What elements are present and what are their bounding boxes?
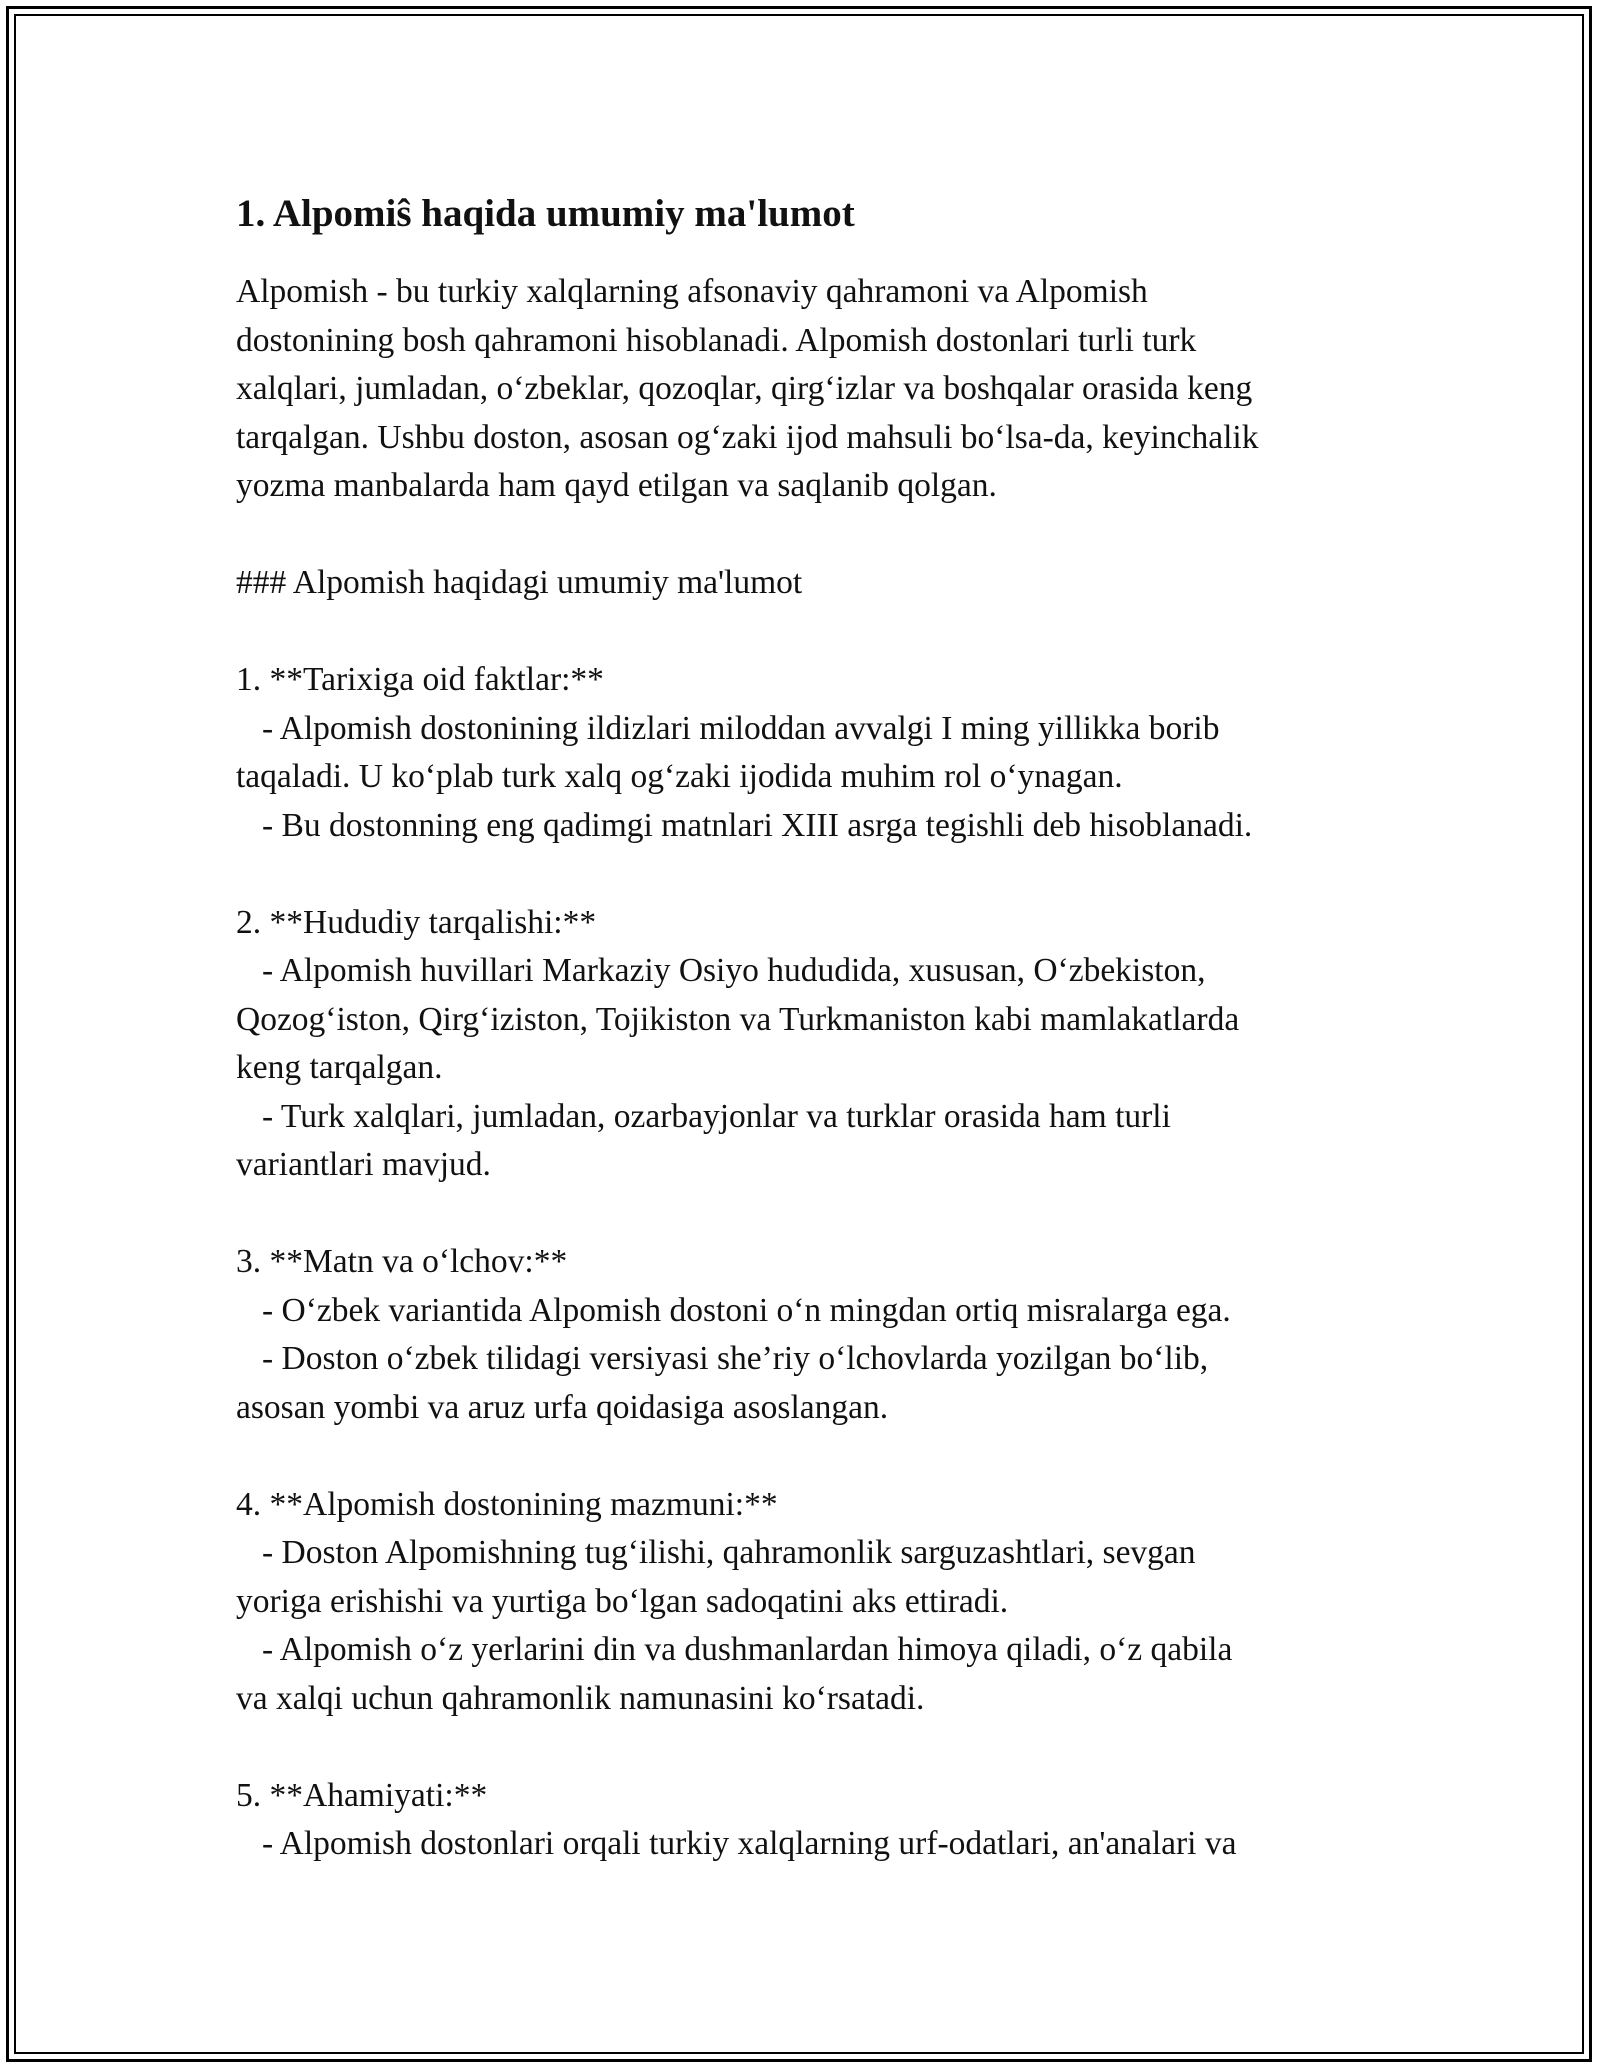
section-line: - Turk xalqlari, jumladan, ozarbayjonlar va turklar orasida ham turli [262,1097,1171,1135]
section-line: keng tarqalgan. [236,1049,443,1086]
section-line: - Alpomish dostonlari orqali turkiy xalqlarning urf-odatlari, an'analari va [262,1825,1237,1862]
section-line: variantlari mavjud. [236,1146,491,1183]
section-heading: 1. **Tarixiga oid faktlar:** [236,661,604,698]
intro-line: tarqalgan. Ushbu doston, asosan ogʻzaki ijod mahsuli boʻlsa-da, keyinchalik [236,418,1259,456]
section-line: va xalqi uchun qahramonlik namunasini koʻrsatadi. [236,1679,925,1717]
spacer [236,608,1386,657]
section-line: - Oʻzbek variantida Alpomish dostoni oʻn mingdan ortiq misralarga ega. [262,1291,1231,1329]
intro-line: yozma manbalarda ham qayd etilgan va saqlanib qolgan. [236,467,997,504]
intro-line: xalqlari, jumladan, oʻzbeklar, qozoqlar, qirgʻizlar va boshqalar orasida keng [236,370,1253,407]
section-heading: 5. **Ahamiyati:** [236,1776,488,1814]
page-title: 1. Alpomiŝ haqida umumiy ma'lumot [236,192,855,235]
spacer [236,850,1386,899]
section-line: taqaladi. U koʻplab turk xalq ogʻzaki ijodida muhim rol oʻynagan. [236,758,1123,795]
document-body [236,186,1386,1869]
section-line: - Alpomish dostonining ildizlari miloddan avvalgi I ming yillikka borib [262,709,1220,747]
section-line: - Alpomish huvillari Markaziy Osiyo hududida, xususan, Oʻzbekiston, [262,952,1206,989]
section-heading: 3. **Matn va oʻlchov:** [236,1243,568,1280]
section-line: Qozogʻiston, Qirgʻiziston, Tojikiston va Turkmaniston kabi mamlakatlarda [236,1000,1240,1038]
subheading: ### Alpomish haqidagi umumiy ma'lumot [236,564,803,601]
section-line: - Doston Alpomishning tugʻilishi, qahramonlik sarguzashtlari, sevgan [262,1534,1196,1571]
intro-paragraph [236,268,1386,1869]
section-line: - Bu dostonning eng qadimgi matnlari XIII asrga tegishli deb hisoblanadi. [262,806,1253,844]
section-heading: 4. **Alpomish dostonining mazmuni:** [236,1485,778,1523]
section-line: - Doston oʻzbek tilidagi versiyasi she’riy oʻlchovlarda yozilgan boʻlib, [262,1340,1209,1377]
spacer [236,1190,1386,1239]
section-heading: 2. **Hududiy tarqalishi:** [236,903,597,941]
section-line: - Alpomish oʻz yerlarini din va dushmanlardan himoya qiladi, oʻz qabila [262,1631,1233,1668]
section-line: yoriga erishishi va yurtiga boʻlgan sadoqatini aks ettiradi. [236,1582,1009,1620]
intro-line: Alpomish - bu turkiy xalqlarning afsonaviy qahramoni va Alpomish [236,273,1148,310]
spacer [236,511,1386,560]
spacer [236,1432,1386,1481]
intro-line: dostonining bosh qahramoni hisoblanadi. Alpomish dostonlari turli turk [236,321,1197,359]
spacer [236,1723,1386,1772]
section-line: asosan yombi va aruz urfa qoidasiga asoslangan. [236,1388,889,1426]
